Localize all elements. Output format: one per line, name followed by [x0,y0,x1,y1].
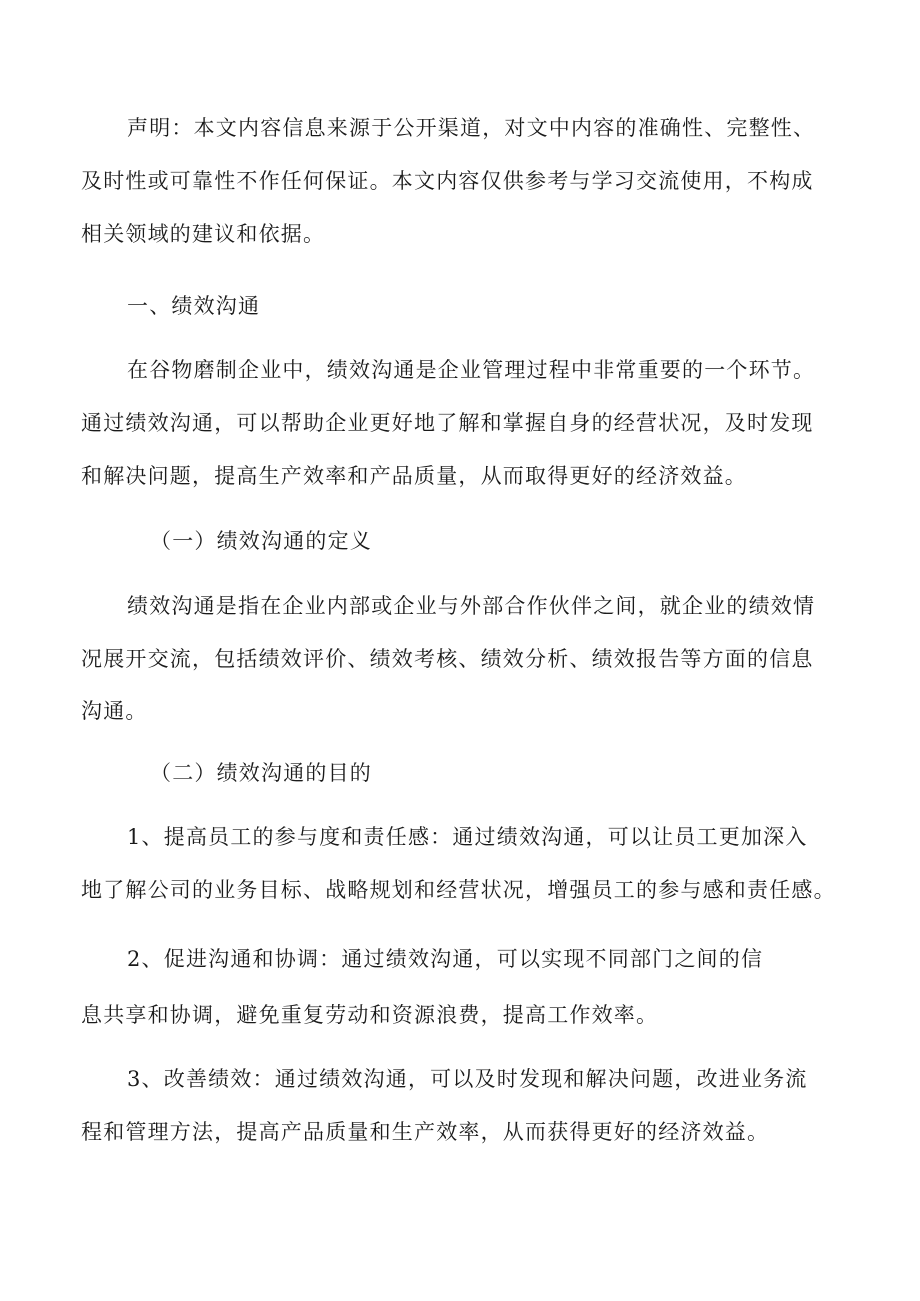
definition-line-3: 沟通。 [81,699,148,723]
purpose-point-3-line-2: 程和管理方法，提高产品质量和生产效率，从而获得更好的经济效益。 [81,1120,770,1144]
section-intro-line-3: 和解决问题，提高生产效率和产品质量，从而取得更好的经济效益。 [81,464,747,488]
disclaimer-line-2: 及时性或可靠性不作任何保证。本文内容仅供参考与学习交流使用，不构成 [81,169,814,193]
definition-line-2: 况展开交流，包括绩效评价、绩效考核、绩效分析、绩效报告等方面的信息 [81,647,814,671]
definition-line-1: 绩效沟通是指在企业内部或企业与外部合作伙伴之间，就企业的绩效情 [127,594,816,618]
purpose-point-2-line-2: 息共享和协调，避免重复劳动和资源浪费，提高工作效率。 [81,1003,659,1027]
section-heading-performance-communication: 一、绩效沟通 [127,294,261,318]
disclaimer-line-3: 相关领域的建议和依据。 [81,222,326,246]
purpose-point-1-line-2: 地了解公司的业务目标、战略规划和经营状况，增强员工的参与感和责任感。 [81,878,836,902]
section-intro-line-2: 通过绩效沟通，可以帮助企业更好地了解和掌握自身的经营状况，及时发现 [81,411,814,435]
subsection-heading-definition: （一）绩效沟通的定义 [150,529,372,553]
purpose-point-3-line-1: 3、改善绩效：通过绩效沟通，可以及时发现和解决问题，改进业务流 [127,1067,808,1091]
purpose-point-2-line-1: 2、促进沟通和协调：通过绩效沟通，可以实现不同部门之间的信 [127,947,764,971]
disclaimer-line-1: 声明：本文内容信息来源于公开渠道，对文中内容的准确性、完整性、 [127,116,816,140]
subsection-heading-purpose: （二）绩效沟通的目的 [150,761,372,785]
purpose-point-1-line-1: 1、提高员工的参与度和责任感：通过绩效沟通，可以让员工更加深入 [127,825,808,849]
section-intro-line-1: 在谷物磨制企业中，绩效沟通是企业管理过程中非常重要的一个环节。 [127,358,816,382]
